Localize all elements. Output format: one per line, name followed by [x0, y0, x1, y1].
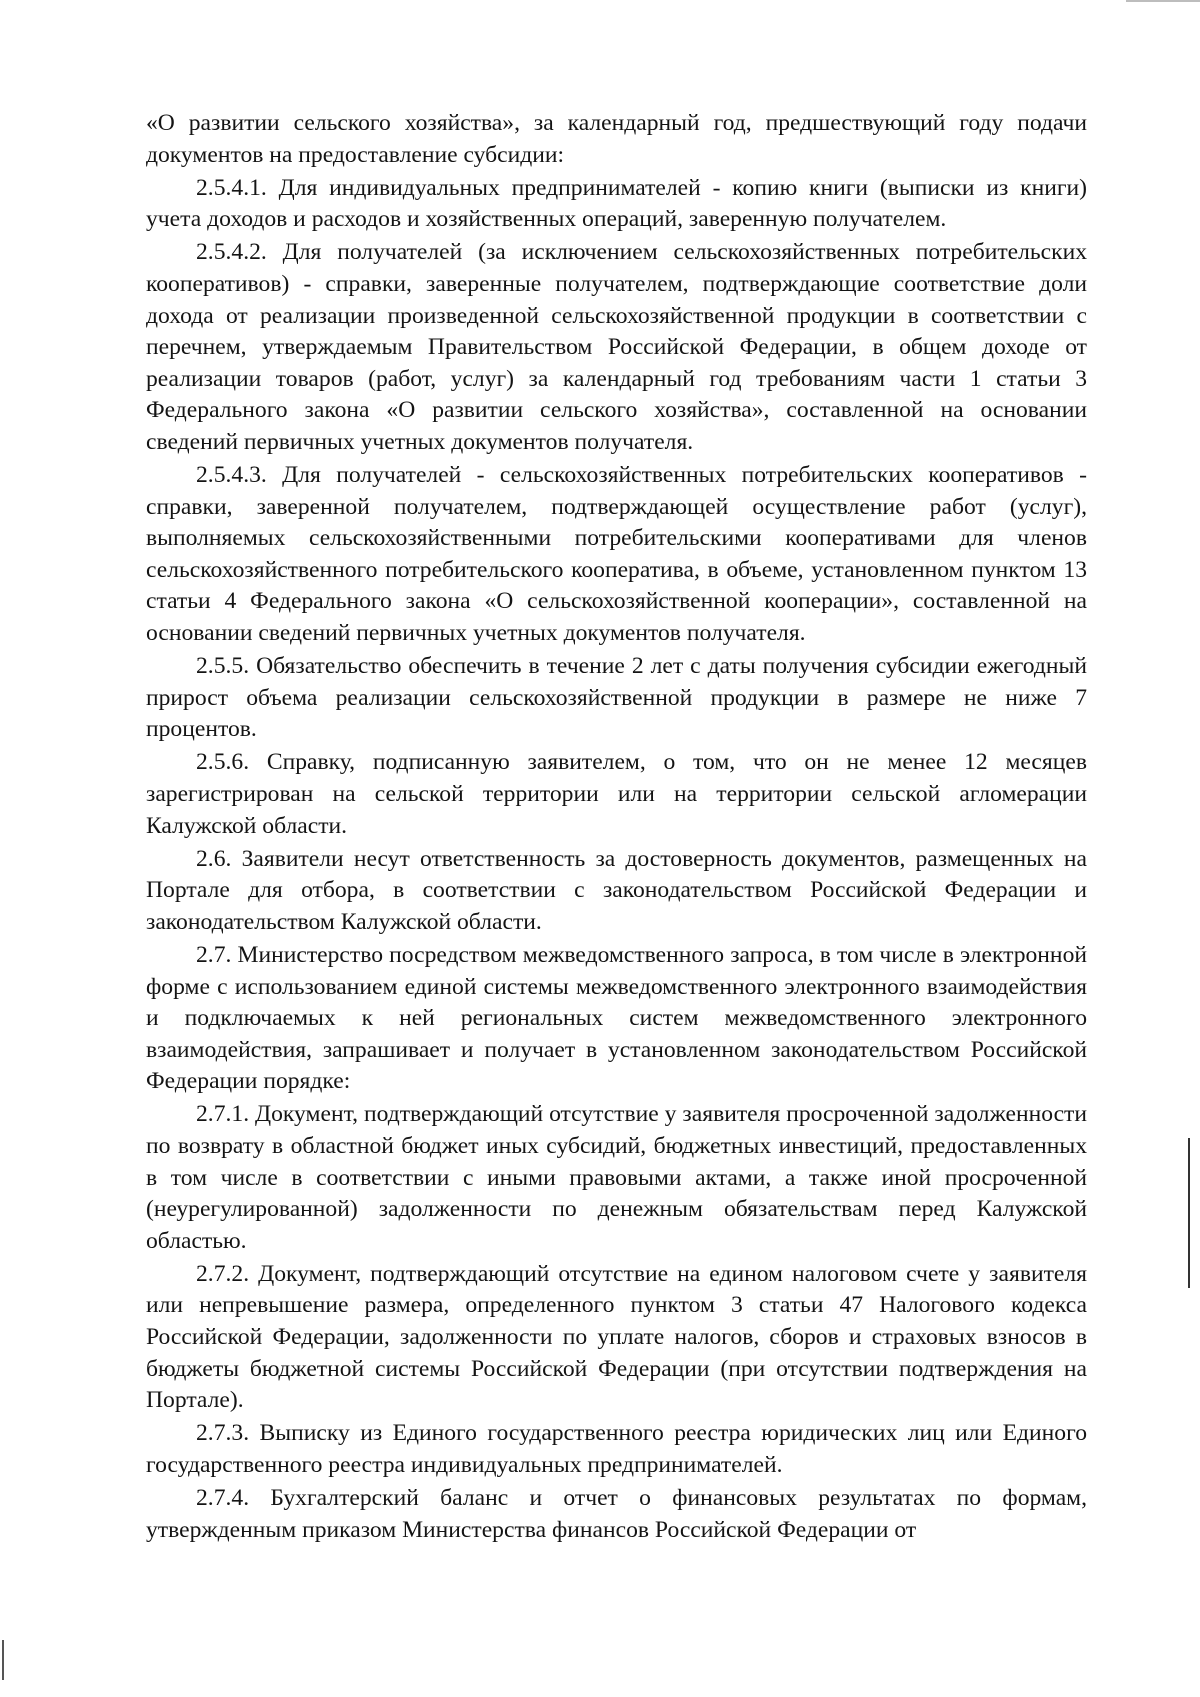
paragraph-2-5-4-2: 2.5.4.2. Для получателей (за исключением сельскохозяйственных потребительских кооперативов) - справки, заверенные получателем, подтверждающие соответствие доли дохода от реализации произведенной сельскохозяйственной продукции в соответствии с перечнем, утверждаемым Правительством Российской Федерации, в общем доходе от реализации товаров (работ, услуг) за календарный год требованиям части 1 статьи 3 Федерального закона «О развитии сельского хозяйства», составленной на основании сведений первичных учетных документов получателя. [146, 239, 1087, 455]
paragraph-2-7-3: 2.7.3. Выписку из Единого государственного реестра юридических лиц или Единого государственного реестра индивидуальных предпринимателей. [146, 1420, 1087, 1478]
paragraph-continuation: «О развитии сельского хозяйства», за календарный год, предшествующий году подачи документов на предоставление субсидии: [146, 110, 1087, 168]
paragraph-2-7: 2.7. Министерство посредством межведомственного запроса, в том числе в электронной форме с использованием единой системы межведомственного электронного взаимодействия и подключаемых к ней региональных систем межведомственного электронного взаимодействия, запрашивает и получает в установленном законодательством Российской Федерации порядке: [146, 941, 1087, 1095]
paragraph-2-5-4-1: 2.5.4.1. Для индивидуальных предпринимателей - копию книги (выписки из книги) учета доходов и расходов и хозяйственных операций, заверенную получателем. [146, 174, 1087, 233]
scan-edge-mark-right [1188, 1138, 1190, 1288]
document-body [146, 108, 1087, 1548]
paragraph-2-6: 2.6. Заявители несут ответственность за достоверность документов, размещенных на Портале для отбора, в соответствии с законодательством Российской Федерации и законодательством Калужской области. [146, 845, 1087, 935]
paragraph-2-7-2: 2.7.2. Документ, подтверждающий отсутствие на едином налоговом счете у заявителя или непревышение размера, определенного пунктом 3 статьи 47 Налогового кодекса Российской Федерации, задолженности по уплате налогов, сборов и страховых взносов в бюджеты бюджетной системы Российской Федерации (при отсутствии подтверждения на Портале). [146, 1260, 1087, 1414]
paragraph-2-5-6: 2.5.6. Справку, подписанную заявителем, о том, что он не менее 12 месяцев зарегистрирован на сельской территории или на территории сельской агломерации Калужской области. [146, 749, 1087, 839]
scan-edge-mark-left [2, 1640, 4, 1680]
paragraph-2-5-4-3: 2.5.4.3. Для получателей - сельскохозяйственных потребительских кооперативов - справки, заверенной получателем, подтверждающей осуществление работ (услуг), выполняемых сельскохозяйственными потребительскими кооперативами для членов сельскохозяйственного потребительского кооператива, в объеме, установленном пунктом 13 статьи 4 Федерального закона «О сельскохозяйственной кооперации», составленной на основании сведений первичных учетных документов получателя. [146, 462, 1087, 646]
paragraph-2-7-4: 2.7.4. Бухгалтерский баланс и отчет о финансовых результатах по формам, утвержденным приказом Министерства финансов Российской Федерации от [146, 1485, 1087, 1543]
scan-edge-mark-top [1126, 0, 1200, 2]
paragraph-2-5-5: 2.5.5. Обязательство обеспечить в течение 2 лет с даты получения субсидии ежегодный прирост объема реализации сельскохозяйственной продукции в размере не ниже 7 процентов. [146, 653, 1087, 743]
paragraph-2-7-1: 2.7.1. Документ, подтверждающий отсутствие у заявителя просроченной задолженности по возврату в областной бюджет иных субсидий, бюджетных инвестиций, предоставленных в том числе в соответствии с иными правовыми актами, а также иной просроченной (неурегулированной) задолженности по денежным обязательствам перед Калужской областью. [146, 1101, 1087, 1254]
